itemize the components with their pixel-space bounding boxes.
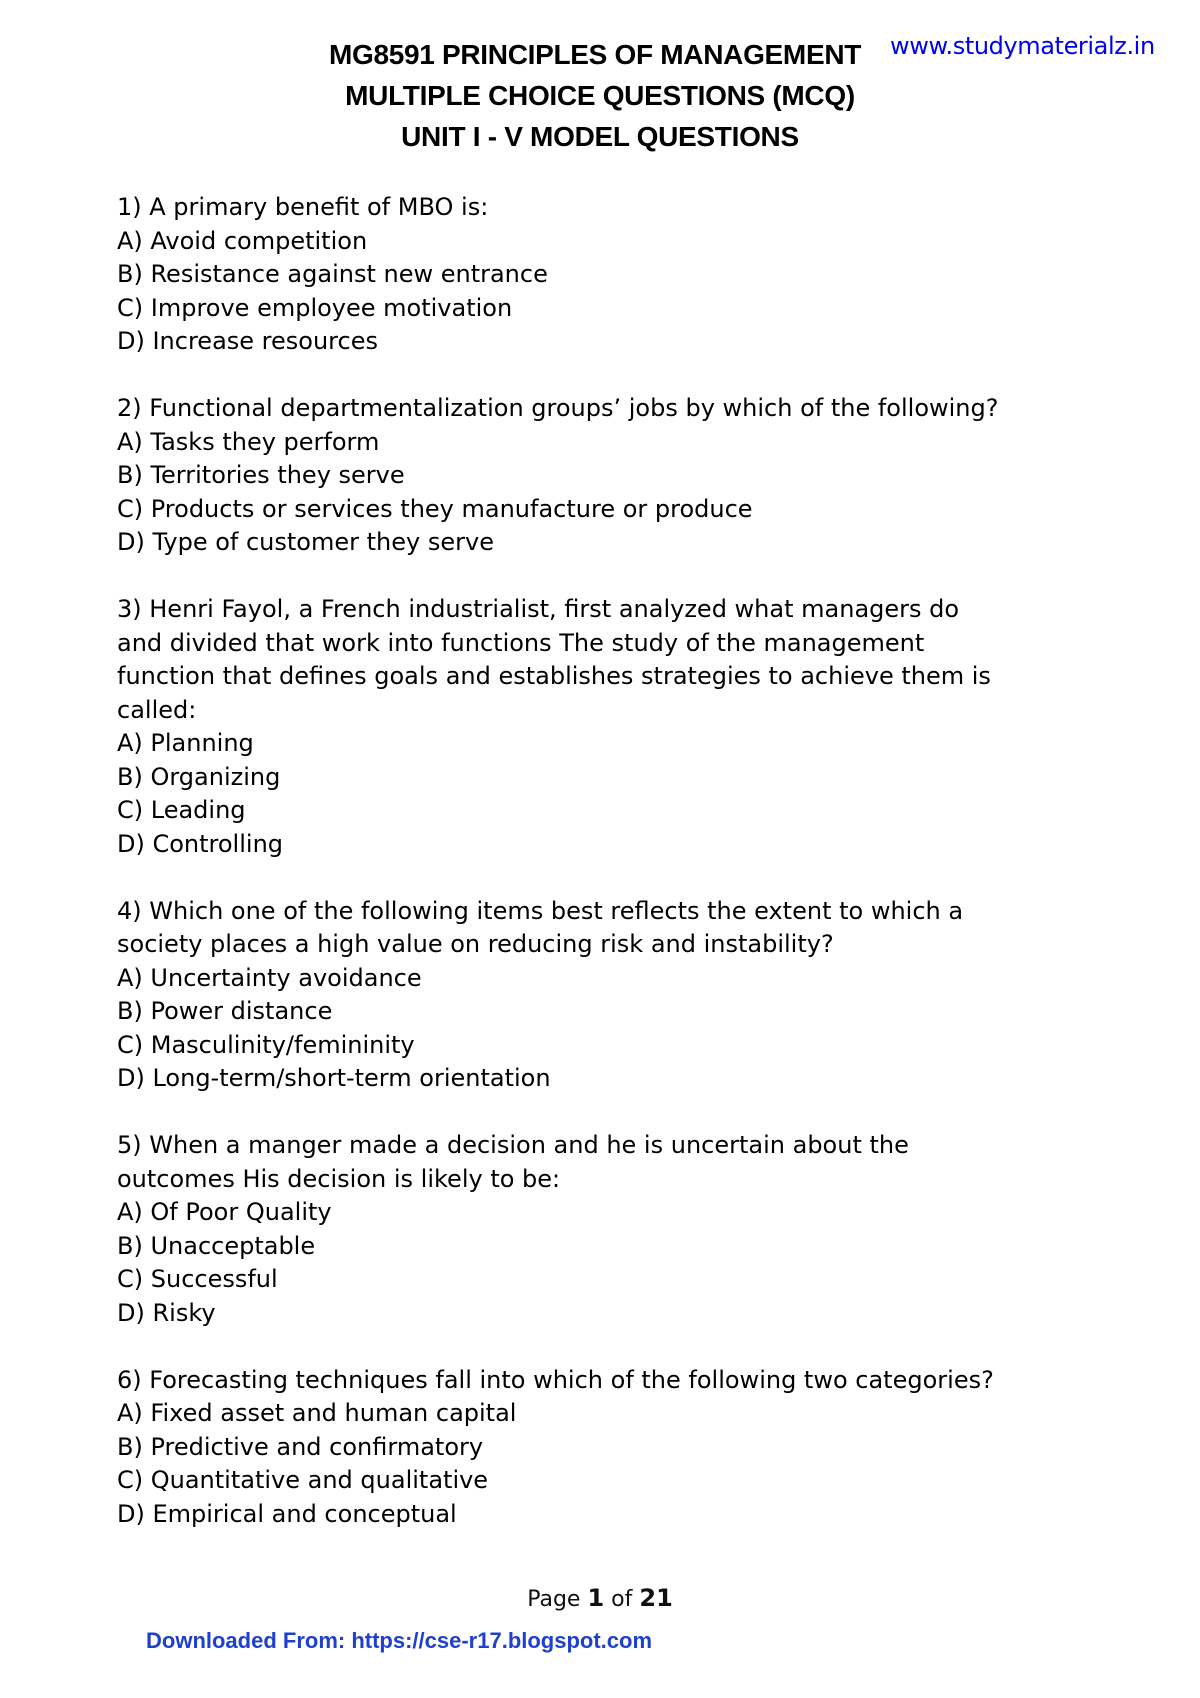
- question-list: [117, 191, 1097, 1565]
- option-c: C) Masculinity/femininity: [117, 1030, 415, 1059]
- question-5: [117, 1129, 1097, 1330]
- option-a: A) Uncertainty avoidance: [117, 963, 422, 992]
- document-subtitle: MULTIPLE CHOICE QUESTIONS (MCQ): [345, 80, 855, 111]
- option-d: D) Risky: [117, 1298, 216, 1327]
- question-4: [117, 895, 1097, 1096]
- question-1: [117, 191, 1097, 359]
- option-b: B) Resistance against new entrance: [117, 260, 548, 288]
- of-label: of: [611, 1587, 633, 1612]
- page-indicator: [0, 1584, 1200, 1612]
- option-b: B) Predictive and confirmatory: [117, 1432, 484, 1461]
- option-c: C) Leading: [117, 796, 246, 824]
- unit-heading: UNIT I - V MODEL QUESTIONS: [401, 121, 799, 152]
- page-label: Page: [527, 1587, 581, 1612]
- option-a: A) Tasks they perform: [117, 427, 380, 456]
- download-source: Downloaded From: https://cse-r17.blogspot.com: [146, 1628, 653, 1653]
- option-b: B) Territories they serve: [117, 461, 405, 489]
- question-stem: 2) Functional departmentalization groups’ jobs by which of the following?: [117, 394, 999, 422]
- question-stem-line: 4) Which one of the following items best reflects the extent to which a: [117, 896, 964, 925]
- option-d: D) Controlling: [117, 829, 284, 858]
- option-b: B) Organizing: [117, 762, 281, 791]
- option-d: D) Empirical and conceptual: [117, 1499, 457, 1528]
- option-b: B) Unacceptable: [117, 1231, 316, 1260]
- option-a: A) Of Poor Quality: [117, 1198, 332, 1226]
- option-d: D) Long-term/short-term orientation: [117, 1064, 551, 1092]
- document-title: MG8591 PRINCIPLES OF MANAGEMENT: [328, 39, 862, 70]
- page-total: 21: [639, 1584, 673, 1612]
- question-stem-line: 5) When a manger made a decision and he is uncertain about the: [117, 1131, 909, 1159]
- question-2: [117, 392, 1097, 560]
- question-stem-line: society places a high value on reducing risk and instability?: [117, 930, 834, 958]
- question-stem-line: outcomes His decision is likely to be:: [117, 1164, 561, 1193]
- question-stem: 1) A primary benefit of MBO is:: [117, 193, 489, 221]
- question-stem-line: called:: [117, 695, 197, 724]
- site-link[interactable]: www.studymaterialz.in: [890, 32, 1155, 60]
- option-c: C) Successful: [117, 1265, 278, 1293]
- page-number: 1: [587, 1584, 605, 1612]
- option-c: C) Quantitative and qualitative: [117, 1466, 489, 1494]
- option-d: D) Type of customer they serve: [117, 528, 494, 556]
- option-a: A) Fixed asset and human capital: [117, 1399, 517, 1427]
- question-6: [117, 1364, 1097, 1532]
- question-stem-line: and divided that work into functions The study of the management: [117, 628, 925, 657]
- option-a: A) Planning: [117, 729, 254, 757]
- question-3: [117, 593, 1097, 861]
- option-b: B) Power distance: [117, 997, 333, 1025]
- option-a: A) Avoid competition: [117, 226, 368, 255]
- question-stem-line: 3) Henri Fayol, a French industrialist, first analyzed what managers do: [117, 595, 960, 623]
- option-d: D) Increase resources: [117, 327, 378, 355]
- question-stem-line: function that defines goals and establishes strategies to achieve them is: [117, 662, 991, 690]
- option-c: C) Improve employee motivation: [117, 293, 513, 322]
- option-c: C) Products or services they manufacture or produce: [117, 494, 753, 523]
- question-stem: 6) Forecasting techniques fall into which of the following two categories?: [117, 1365, 994, 1394]
